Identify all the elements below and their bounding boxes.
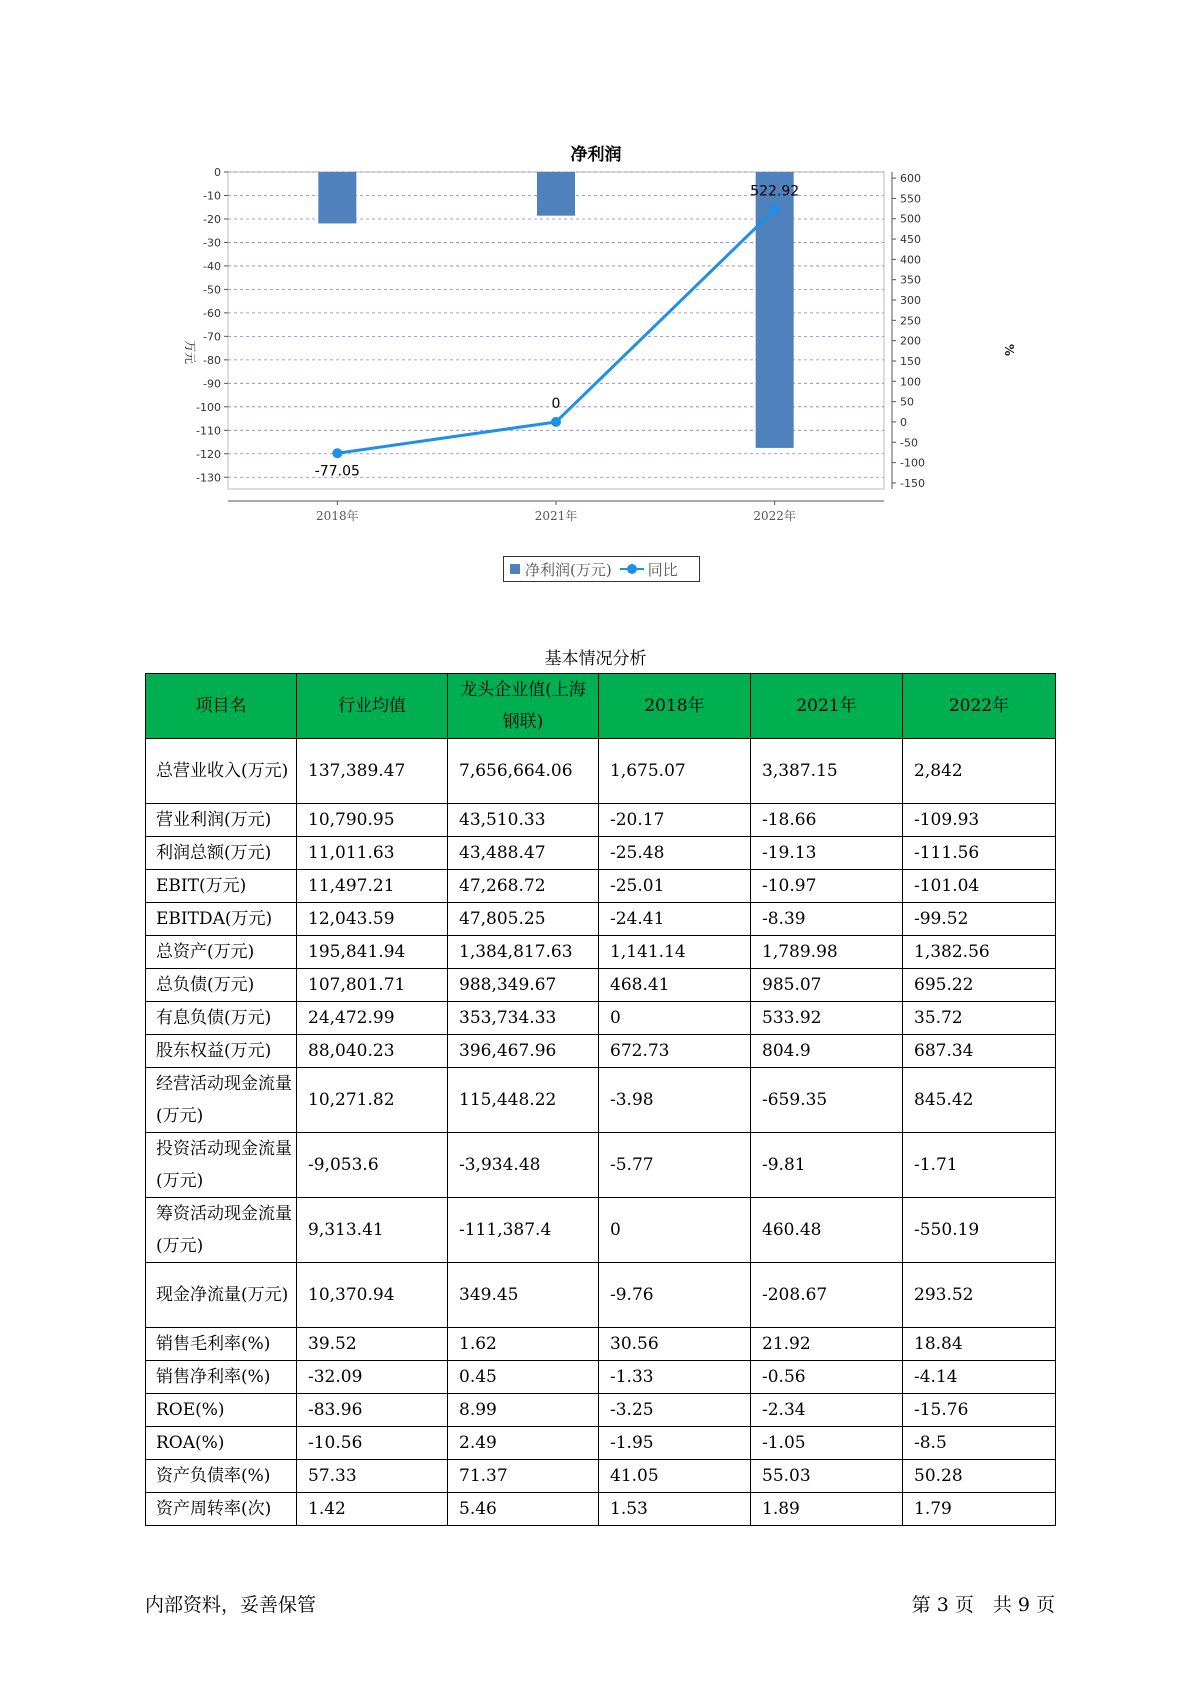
row-label-cell: ROA(%) [146,1427,297,1460]
value-cell: 11,497.21 [297,870,448,903]
table-row [146,936,1056,969]
value-cell: 0 [599,1002,751,1035]
row-label-cell: 销售净利率(%) [146,1361,297,1394]
value-cell: 88,040.23 [297,1035,448,1068]
value-cell: 3,387.15 [751,739,903,804]
value-cell: 11,011.63 [297,837,448,870]
right-tick-label: 300 [900,294,921,308]
value-cell: 396,467.96 [448,1035,599,1068]
right-tick-label: 0 [900,415,907,429]
value-cell: 533.92 [751,1002,903,1035]
value-cell: -5.77 [599,1133,751,1198]
right-tick-label: -100 [900,456,925,470]
legend-bar-label: 净利润(万元) [525,560,612,579]
x-tick-label: 2021年 [534,509,578,523]
value-cell: -8.39 [751,903,903,936]
right-tick-label: 400 [900,253,921,267]
value-cell: 47,805.25 [448,903,599,936]
value-cell: 137,389.47 [297,739,448,804]
footer-page-number: 第 3 页 共 9 页 [911,1594,1055,1616]
x-tick-label: 2022年 [753,509,796,523]
value-cell: -2.34 [751,1394,903,1427]
row-label-cell: 经营活动现金流量(万元) [146,1068,297,1133]
value-cell: 2.49 [448,1427,599,1460]
value-cell: 0.45 [448,1361,599,1394]
row-label-cell: 总营业收入(万元) [146,739,297,804]
value-cell: -208.67 [751,1263,903,1328]
row-label-cell: 股东权益(万元) [146,1035,297,1068]
value-cell: 1.89 [751,1493,903,1526]
value-cell: -19.13 [751,837,903,870]
table-row [146,1263,1056,1328]
value-cell: 672.73 [599,1035,751,1068]
x-tick-label: 2018年 [316,509,359,523]
left-tick-label: -40 [203,259,221,273]
left-tick-label: -120 [196,447,221,461]
table-row [146,1361,1056,1394]
yoy-line [337,209,774,453]
right-tick-label: 600 [900,172,921,186]
value-cell: 1,141.14 [599,936,751,969]
table-caption: 基本情况分析 [544,649,647,669]
table-row [146,1068,1056,1133]
left-tick-label: -10 [203,189,221,203]
table-row [146,1002,1056,1035]
value-cell: 8.99 [448,1394,599,1427]
header-cell: 2018年 [599,674,751,739]
value-cell: 1.42 [297,1493,448,1526]
row-label-cell: EBIT(万元) [146,870,297,903]
yoy-data-label: 522.92 [750,183,800,200]
value-cell: 43,488.47 [448,837,599,870]
value-cell: 845.42 [903,1068,1056,1133]
value-cell: -24.41 [599,903,751,936]
right-tick-label: 350 [900,273,921,287]
value-cell: 804.9 [751,1035,903,1068]
value-cell: 10,271.82 [297,1068,448,1133]
right-tick-label: 450 [900,233,921,247]
yoy-point [551,417,561,427]
value-cell: 1.53 [599,1493,751,1526]
value-cell: 293.52 [903,1263,1056,1328]
row-label-cell: ROE(%) [146,1394,297,1427]
row-label-cell: EBITDA(万元) [146,903,297,936]
value-cell: 30.56 [599,1328,751,1361]
header-cell: 2022年 [903,674,1056,739]
left-tick-label: -50 [203,283,221,297]
header-cell: 项目名 [146,674,297,739]
right-tick-label: 50 [900,395,914,409]
value-cell: 2,842 [903,739,1056,804]
value-cell: 9,313.41 [297,1198,448,1263]
yoy-data-label: -77.05 [314,463,360,480]
value-cell: -101.04 [903,870,1056,903]
table-row [146,870,1056,903]
left-tick-label: -110 [196,424,221,438]
left-tick-label: -20 [203,212,221,226]
row-label-cell: 有息负债(万元) [146,1002,297,1035]
footer-confidential: 内部资料，妥善保管 [145,1594,317,1616]
value-cell: 21.92 [751,1328,903,1361]
table-body [146,739,1056,1526]
value-cell: 687.34 [903,1035,1056,1068]
right-tick-label: 500 [900,212,921,226]
row-label-cell: 现金净流量(万元) [146,1263,297,1328]
value-cell: -659.35 [751,1068,903,1133]
value-cell: 0 [599,1198,751,1263]
value-cell: -25.01 [599,870,751,903]
value-cell: -15.76 [903,1394,1056,1427]
table-row [146,1133,1056,1198]
right-tick-label: 550 [900,192,921,206]
yoy-point [332,448,342,458]
left-tick-label: -30 [203,236,221,250]
table-row [146,969,1056,1002]
value-cell: 10,790.95 [297,804,448,837]
row-label-cell: 营业利润(万元) [146,804,297,837]
value-cell: 985.07 [751,969,903,1002]
value-cell: 55.03 [751,1460,903,1493]
row-label-cell: 投资活动现金流量(万元) [146,1133,297,1198]
value-cell: -3,934.48 [448,1133,599,1198]
value-cell: -0.56 [751,1361,903,1394]
value-cell: 7,656,664.06 [448,739,599,804]
analysis-table [145,673,1056,1526]
row-label-cell: 总负债(万元) [146,969,297,1002]
right-axis-title: % [1002,343,1016,357]
header-cell: 龙头企业值(上海钢联) [448,674,599,739]
left-tick-label: -70 [203,330,221,344]
value-cell: -18.66 [751,804,903,837]
table-row [146,739,1056,804]
value-cell: 24,472.99 [297,1002,448,1035]
value-cell: 43,510.33 [448,804,599,837]
value-cell: 195,841.94 [297,936,448,969]
value-cell: 35.72 [903,1002,1056,1035]
legend-line-label: 同比 [647,560,678,579]
value-cell: -1.95 [599,1427,751,1460]
value-cell: 695.22 [903,969,1056,1002]
left-tick-label: -80 [203,353,221,367]
table-row [146,1035,1056,1068]
table-row [146,1460,1056,1493]
value-cell: -1.71 [903,1133,1056,1198]
value-cell: 1,675.07 [599,739,751,804]
net-profit-chart [0,0,1191,600]
value-cell: -111.56 [903,837,1056,870]
right-tick-label: 100 [900,375,921,389]
value-cell: -20.17 [599,804,751,837]
table-row [146,1198,1056,1263]
right-tick-label: 150 [900,354,921,368]
value-cell: -550.19 [903,1198,1056,1263]
left-tick-label: -130 [196,471,221,485]
right-tick-label: -150 [900,476,925,490]
table-row [146,837,1056,870]
value-cell: -10.97 [751,870,903,903]
value-cell: 50.28 [903,1460,1056,1493]
value-cell: 353,734.33 [448,1002,599,1035]
right-tick-label: 250 [900,314,921,328]
left-tick-label: -60 [203,306,221,320]
yoy-data-label: 0 [551,395,561,412]
table-row [146,1493,1056,1526]
table-row [146,1427,1056,1460]
value-cell: 1,789.98 [751,936,903,969]
value-cell: -32.09 [297,1361,448,1394]
row-label-cell: 资产负债率(%) [146,1460,297,1493]
row-label-cell: 资产周转率(次) [146,1493,297,1526]
value-cell: 18.84 [903,1328,1056,1361]
chart-title: 净利润 [570,145,622,165]
value-cell: 107,801.71 [297,969,448,1002]
value-cell: 460.48 [751,1198,903,1263]
value-cell: -9,053.6 [297,1133,448,1198]
value-cell: 988,349.67 [448,969,599,1002]
row-label-cell: 销售毛利率(%) [146,1328,297,1361]
bar-legend-swatch [510,564,520,574]
value-cell: 71.37 [448,1460,599,1493]
value-cell: 41.05 [599,1460,751,1493]
value-cell: 1,382.56 [903,936,1056,969]
row-label-cell: 筹资活动现金流量(万元) [146,1198,297,1263]
line-legend-marker [620,564,644,574]
left-axis-title: 万元 [183,339,197,365]
value-cell: 5.46 [448,1493,599,1526]
profit-bar [537,172,575,216]
table-header-row [146,674,1056,739]
table-row [146,1328,1056,1361]
left-tick-label: 0 [214,166,221,179]
value-cell: -9.81 [751,1133,903,1198]
value-cell: 1.79 [903,1493,1056,1526]
value-cell: -99.52 [903,903,1056,936]
value-cell: 349.45 [448,1263,599,1328]
value-cell: 115,448.22 [448,1068,599,1133]
left-tick-label: -100 [196,400,221,414]
table-row [146,1394,1056,1427]
value-cell: -3.25 [599,1394,751,1427]
value-cell: 12,043.59 [297,903,448,936]
value-cell: -25.48 [599,837,751,870]
value-cell: -8.5 [903,1427,1056,1460]
value-cell: 47,268.72 [448,870,599,903]
chart-legend [503,556,700,582]
value-cell: 57.33 [297,1460,448,1493]
header-cell: 行业均值 [297,674,448,739]
row-label-cell: 总资产(万元) [146,936,297,969]
table-row [146,804,1056,837]
value-cell: -111,387.4 [448,1198,599,1263]
value-cell: -83.96 [297,1394,448,1427]
chart-axes [196,166,925,523]
data-labels [315,183,799,479]
table-row [146,903,1056,936]
header-cell: 2021年 [751,674,903,739]
line-series [332,204,779,458]
value-cell: -109.93 [903,804,1056,837]
value-cell: -3.98 [599,1068,751,1133]
value-cell: 1.62 [448,1328,599,1361]
row-label-cell: 利润总额(万元) [146,837,297,870]
profit-bar [318,172,356,223]
yoy-point [770,204,780,214]
right-tick-label: 200 [900,334,921,348]
value-cell: 10,370.94 [297,1263,448,1328]
value-cell: -10.56 [297,1427,448,1460]
right-tick-label: -50 [900,436,918,450]
value-cell: 1,384,817.63 [448,936,599,969]
value-cell: 468.41 [599,969,751,1002]
value-cell: -4.14 [903,1361,1056,1394]
value-cell: -9.76 [599,1263,751,1328]
value-cell: 39.52 [297,1328,448,1361]
left-tick-label: -90 [203,377,221,391]
value-cell: -1.05 [751,1427,903,1460]
value-cell: -1.33 [599,1361,751,1394]
